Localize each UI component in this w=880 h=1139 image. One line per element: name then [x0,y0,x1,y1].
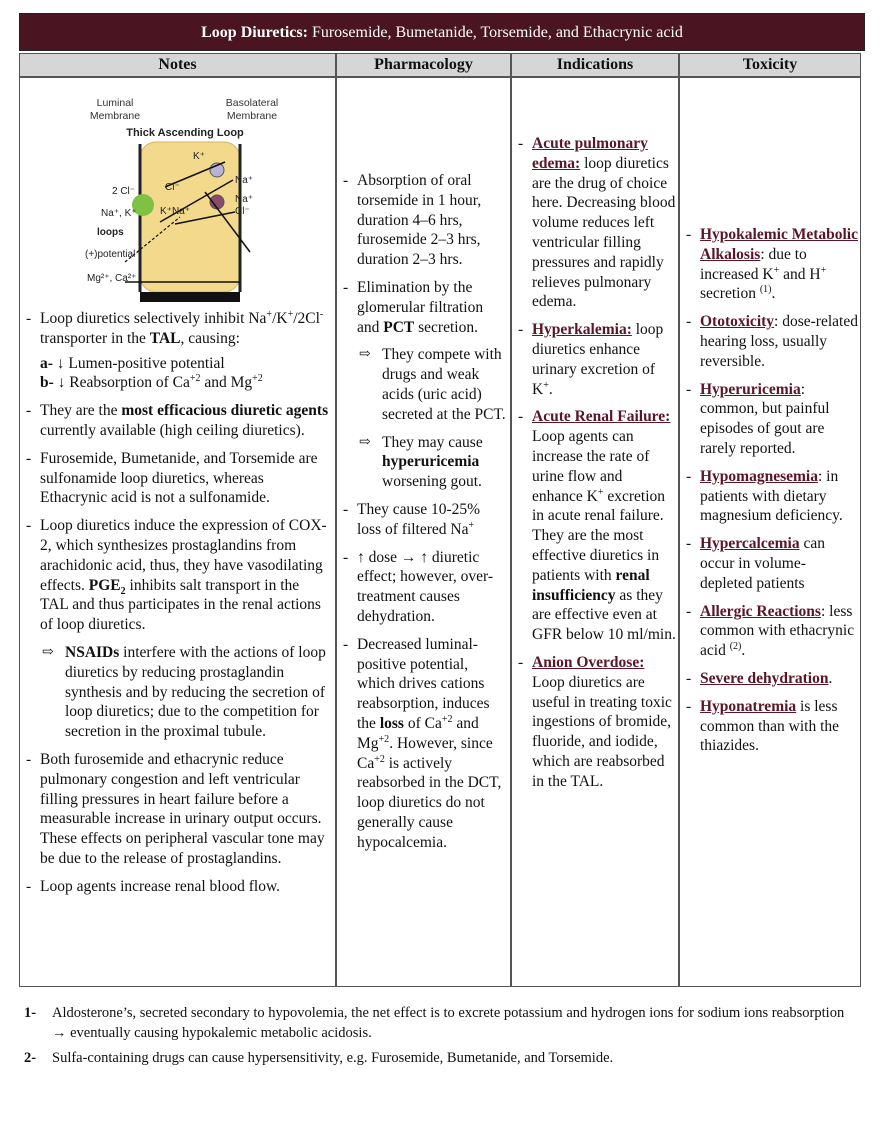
notes-column [19,77,336,987]
tox-item-8: - Hyponatremia is less common than with the thiazides. [684,697,858,756]
tox-item-7: - Severe dehydration. [684,669,858,689]
notes-item-b: b- ↓ Reabsorption of $Ca^{+2}$ and $Mg^{+2}$ [40,373,263,392]
tox-item-6: - Allergic Reactions: less common with ethacrynic acid $^{(2)}$. [684,602,858,661]
label-nak: Na⁺, K⁺ [101,208,137,219]
label-na1: Na⁺ [235,175,254,186]
arrow-icon: ⇨ [359,347,371,363]
indications-column [511,77,679,987]
label-kna: K⁺Na⁺ [160,206,191,217]
footnote-2: 2- Sulfa-containing drugs can cause hypersensitivity, e.g. Furosemide, Bumetanide, and Torsemide. [24,1050,614,1066]
arrow-icon: ⇨ [359,434,371,450]
label-tal: Thick Ascending Loop [126,127,244,139]
label-basolateral-membrane: Membrane [226,110,278,122]
tox-item-4: - Hypomagnesemia: in patients with dietary magnesium deficiency. [684,467,858,526]
pharm-item-4: - ↑ dose → ↑ diuretic effect; however, over-treatment causes dehydration. [341,548,507,627]
table-title: Loop Diuretics: Furosemide, Bumetanide, Torsemide, and Ethacrynic acid [19,13,865,51]
pharm-item-3: - They cause 10-25% loss of filtered Na+ [341,500,507,540]
ind-item-1: - Acute pulmonary edema: loop diuretics are the drug of choice here. Decreasing blood volume reduces left ventricular filling pressures and rapidly relieves pulmonary edema. [516,134,676,312]
pharm-subitem-1: ⇨ They compete with drugs and weak acids (uric acid) secreted at the PCT. [359,346,506,423]
thick-ascending-loop-diagram [65,92,305,307]
notes-item-5: - Both furosemide and ethacrynic reduce pulmonary congestion and left ventricular filling pressures in heart failure before a measurable increase in urinary output occurs. These effects on peripheral vascular tone may be due to the release of prostaglandins. [24,750,330,869]
pharmacology-column [336,77,511,987]
header-pharmacology: Pharmacology [336,53,511,77]
tox-item-3: - Hyperuricemia: common, but painful episodes of gout are rarely reported. [684,380,858,459]
label-na2: Na⁺ [235,194,254,205]
cell-shape [140,142,240,292]
label-cl3: Cl⁻ [235,206,250,217]
label-basolateral: Basolateral [225,97,279,109]
tox-item-5: - Hypercalcemia can occur in volume-depleted patients [684,534,858,593]
ind-item-2: - Hyperkalemia: loop diuretics enhance urinary excretion of K+. [516,320,676,399]
tox-item-2: - Ototoxicity: dose-related hearing loss, usually reversible. [684,312,858,371]
footnote-1: 1- Aldosterone’s, secreted secondary to hypovolemia, the net effect is to excrete potassium and hydrogen ions for sodium ions reabsorption → eventually causing hypokalemic metabolic acidosis. [24,1005,845,1041]
header-indications: Indications [511,53,679,77]
header-notes: Notes [19,53,336,77]
notes-item-4: - Loop diuretics induce the expression of COX-2, which synthesizes prostaglandins from arachidonic acid, thus, they have vasodilating effects. $PGE_2$ inhibits salt transport in the TAL and thus participates in the renal actions of loop diuretics. [24,516,330,635]
notes-item-6: - Loop agents increase renal blood flow. [24,877,330,897]
tox-item-1: - Hypokalemic Metabolic Alkalosis: due to increased K+ and H+ secretion $^{(1)}$. [684,225,858,304]
notes-item-3: - Furosemide, Bumetanide, and Torsemide are sulfonamide loop diuretics, whereas Ethacrynic acid is not a sulfonamide. [24,449,330,508]
notes-item-1: - Loop diuretics selectively inhibit Na+/K+/2Cl- transporter in the TAL, causing: [24,309,330,349]
ind-item-4: - Anion Overdose: Loop diuretics are useful in treating toxic ingestions of bromide, fluoride, and iodide, which are reabsorbed in the TAL. [516,653,676,792]
label-mgca: Mg²⁺, Ca²⁺ [87,273,137,284]
pharm-item-1: - Absorption of oral torsemide in 1 hour, duration 4–6 hrs, furosemide 2–3 hrs, duration 2–3 hrs. [341,171,507,270]
arrow-icon: ⇨ [42,644,54,660]
pharm-subitem-2: ⇨ They may cause hyperuricemia worsening gout. [359,433,483,491]
label-2cl: 2 Cl⁻ [112,186,136,197]
label-luminal: Luminal [96,97,134,109]
notes-subitem-nsaids: ⇨ NSAIDs interfere with the actions of loop diuretics by reducing prostaglandin synthesis and by reducing the secretion of loop diuretics; due to the competition for secretion in the proximal tubule. [42,643,326,741]
label-loops: loops [97,227,124,238]
label-potential: (+)potential [85,249,136,260]
label-luminal-membrane: Membrane [89,110,141,122]
pharm-item-5: - Decreased luminal-positive potential, which drives cations reabsorption, induces the loss of $Ca^{+2}$ and $Mg^{+2}$. However, since $Ca^{+2}$ is actively reabsorbed in the DCT, loop diuretics do not generally cause hypocalcemia. [341,635,507,853]
notes-item-2: - They are the most efficacious diuretic agents currently available (high ceiling diuretics). [24,401,330,441]
label-cl: Cl⁻ [165,182,180,193]
pharm-item-2: - Elimination by the glomerular filtration and PCT secretion. [341,278,507,337]
ind-item-3: - Acute Renal Failure: Loop agents can increase the rate of urine flow and enhance K+ excretion in acute renal failure. They are the most effective diuretics in patients with renal insufficiency as they are effective even at GFR below 10 ml/min. [516,407,676,645]
notes-item-a: a- ↓ Lumen-positive potential [40,354,225,372]
label-k: K⁺ [193,151,205,162]
header-toxicity: Toxicity [679,53,861,77]
toxicity-column [679,77,861,987]
